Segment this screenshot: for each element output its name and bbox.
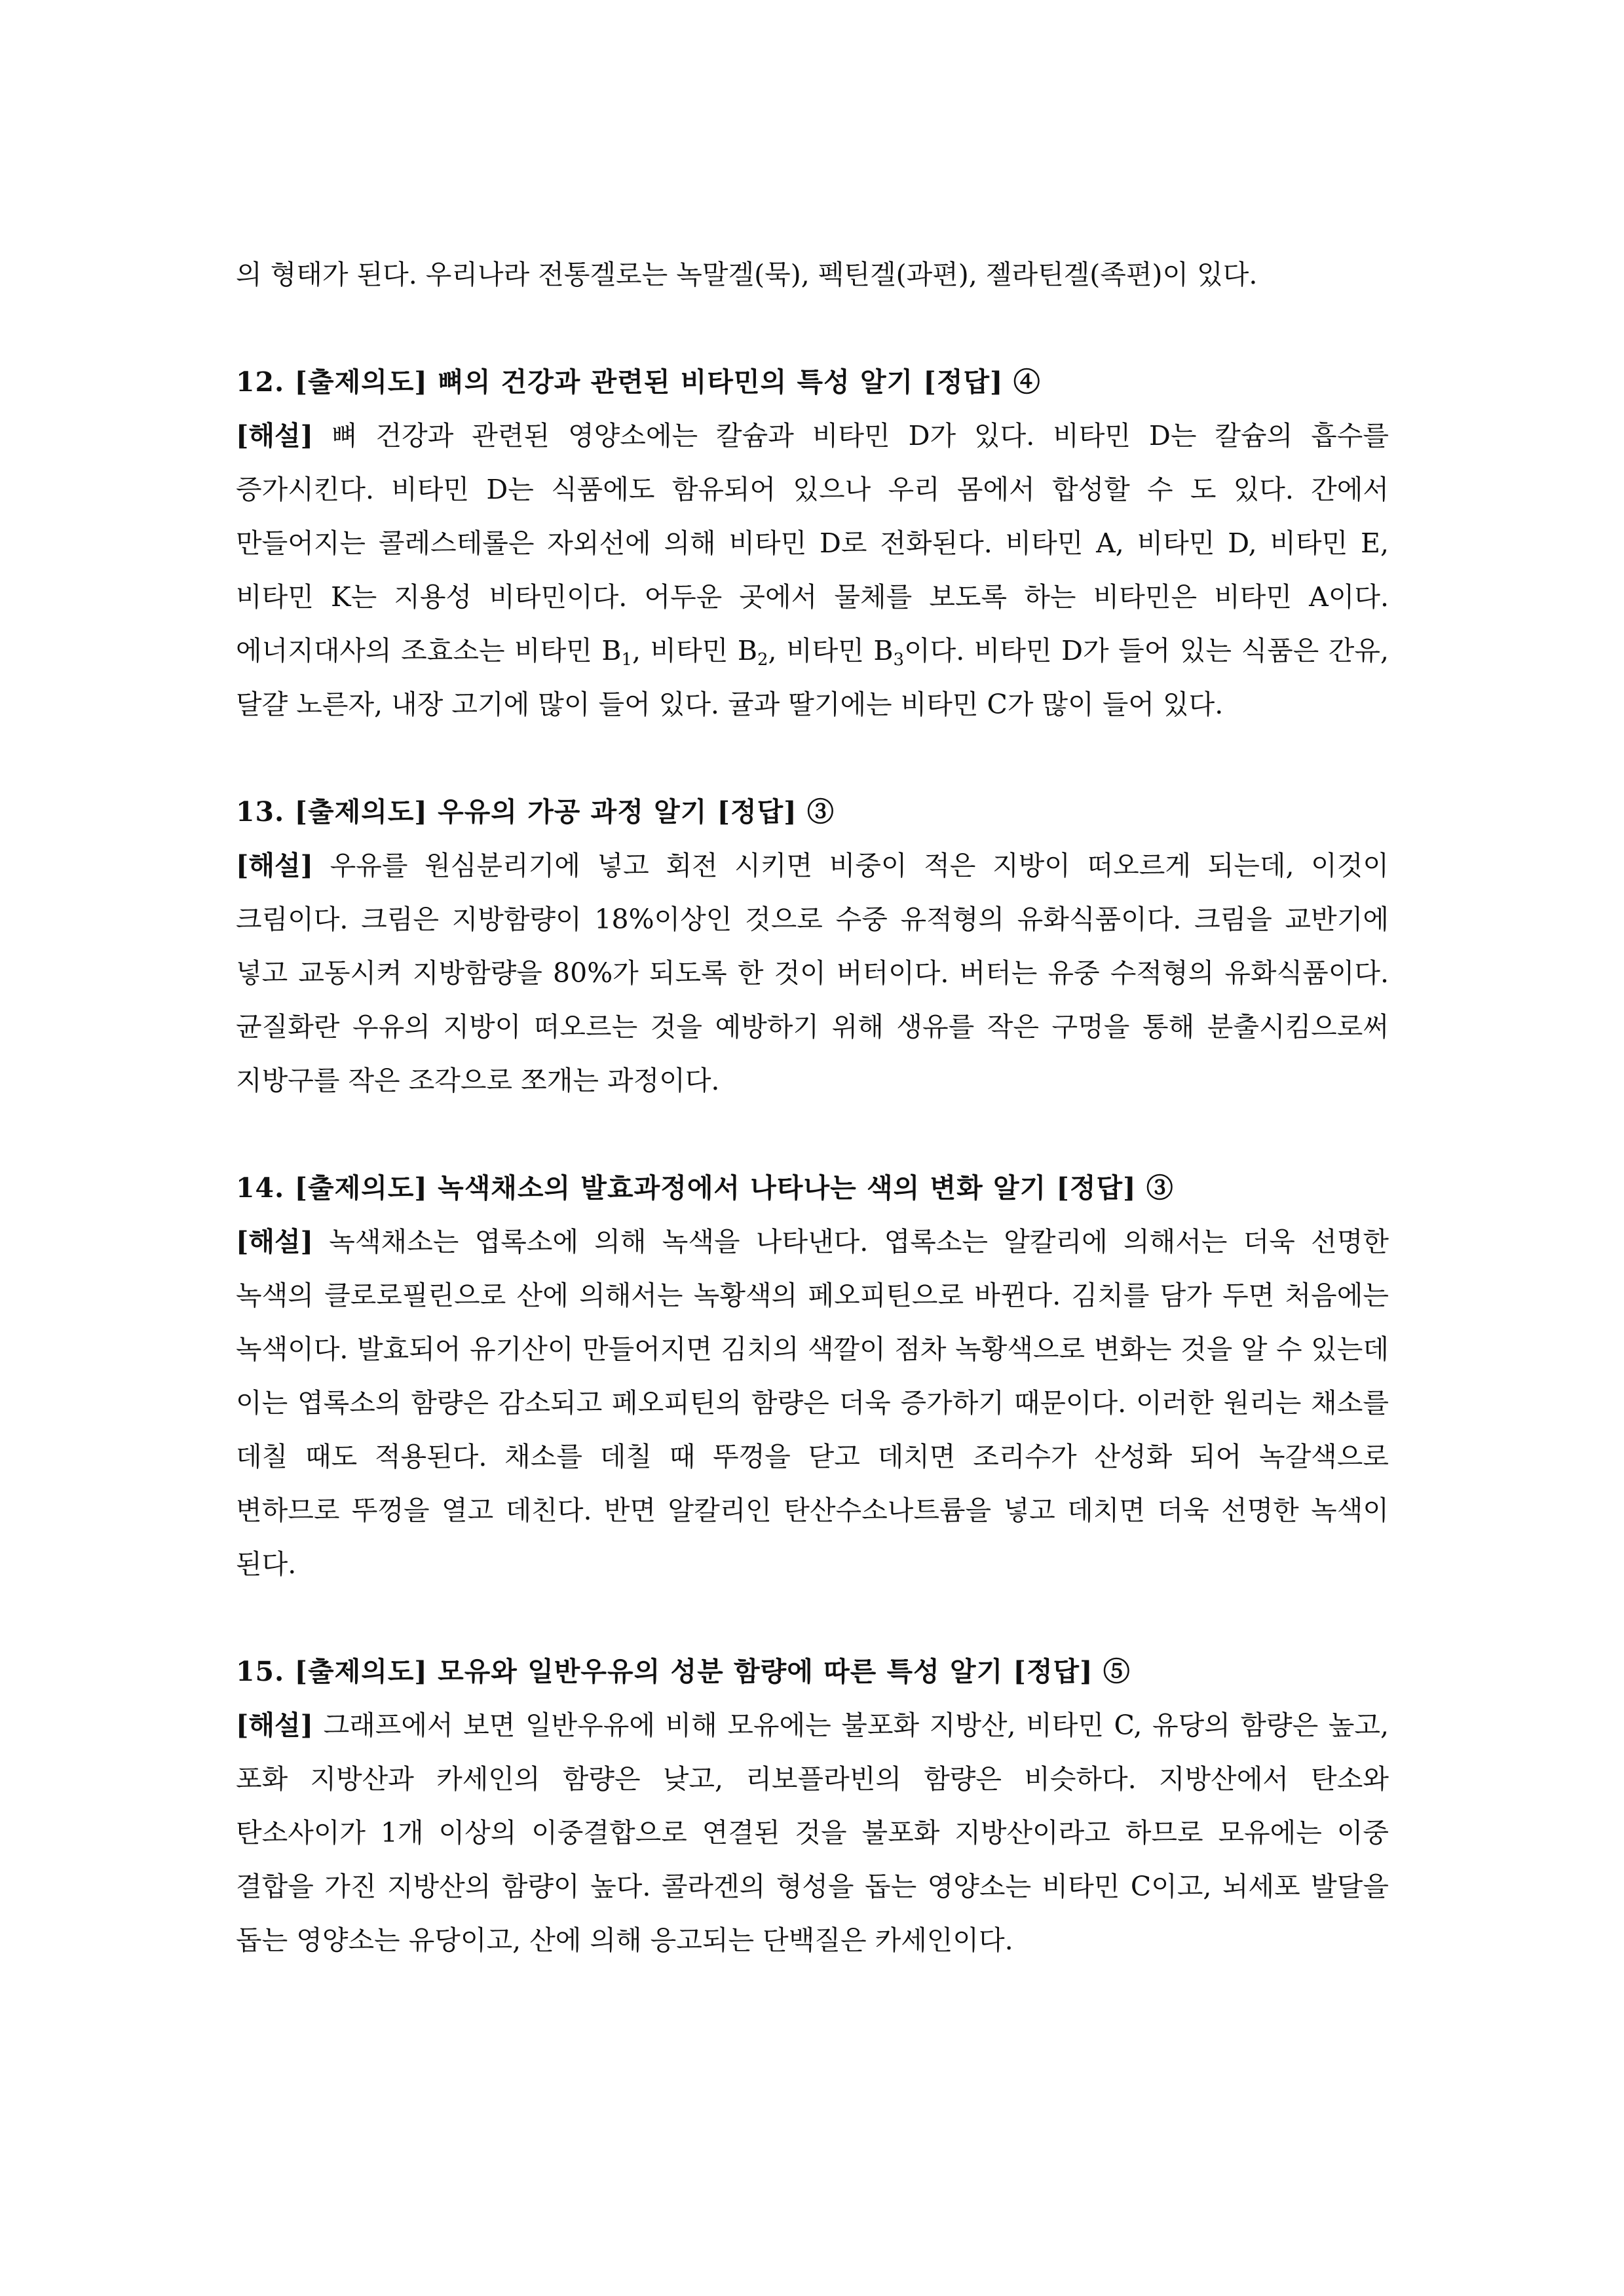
section-q14 (236, 1161, 1389, 1591)
q12-sub-2: 2 (757, 650, 768, 670)
q12-explanation-tag: [해설] (236, 420, 314, 451)
q15-explanation-tag: [해설] (236, 1710, 314, 1741)
q12-text-c: , 비타민 B (768, 635, 894, 666)
q12-text-d: 이다. 비타민 D가 들어 있는 식품은 간유, 달걀 노른자, 내장 고기에 많이 들어 있다. 귤과 딸기에는 비타민 C가 많이 들어 있다. (236, 635, 1389, 720)
q13-explanation (236, 839, 1389, 1107)
q13-explanation-tag: [해설] (236, 850, 314, 881)
q12-sub-3: 3 (893, 650, 905, 670)
q15-explanation (236, 1698, 1389, 1967)
q12-text-a: 뼈 건강과 관련된 영양소에는 칼슘과 비타민 D가 있다. 비타민 D는 칼슘의 흡수를 증가시킨다. 비타민 D는 식품에도 함유되어 있으나 우리 몸에서 합성할 수 도 있다. 간에서 만들어지는 콜레스테롤은 자외선에 의해 비타민 D로 전화된다. 비타민 A, 비타민 D, 비타민 E, 비타민 K는 지용성 비타민이다. 어두운 곳에서 물체를 보도록 하는 비타민은 비타민 A이다. 에너지대사의 조효소는 비타민 B (236, 420, 1389, 666)
intro-paragraph: 의 형태가 된다. 우리나라 전통겔로는 녹말겔(묵), 펙틴겔(과편), 젤라틴겔(족편)이 있다. (236, 259, 1258, 290)
q14-text: 녹색채소는 엽록소에 의해 녹색을 나타낸다. 엽록소는 알칼리에 의해서는 더욱 선명한 녹색의 클로로필린으로 산에 의해서는 녹황색의 페오피틴으로 바뀐다. 김치를 담가 두면 처음에는 녹색이다. 발효되어 유기산이 만들어지면 김치의 색깔이 점차 녹황색으로 변화는 것을 알 수 있는데 이는 엽록소의 함량은 감소되고 페오피틴의 함량은 더욱 증가하기 때문이다. 이러한 원리는 채소를 데칠 때도 적용된다. 채소를 데칠 때 뚜껑을 닫고 데치면 조리수가 산성화 되어 녹갈색으로 변하므로 뚜껑을 열고 데친다. 반면 알칼리인 탄산수소나트륨을 넣고 데치면 더욱 선명한 녹색이 된다. (236, 1226, 1389, 1580)
q13-heading: 13. [출제의도] 우유의 가공 과정 알기 [정답] ③ (236, 796, 835, 828)
section-q13 (236, 785, 1389, 1107)
q12-heading: 12. [출제의도] 뼈의 건강과 관련된 비타민의 특성 알기 [정답] ④ (236, 366, 1041, 398)
q13-text: 우유를 원심분리기에 넣고 회전 시키면 비중이 적은 지방이 떠오르게 되는데, 이것이 크림이다. 크림은 지방함량이 18%이상인 것으로 수중 유적형의 유화식품이다. 크림을 교반기에 넣고 교동시켜 지방함량을 80%가 되도록 한 것이 버터이다. 버터는 유중 수적형의 유화식품이다. 균질화란 우유의 지방이 떠오르는 것을 예방하기 위해 생유를 작은 구멍을 통해 분출시킴으로써 지방구를 작은 조각으로 쪼개는 과정이다. (236, 850, 1389, 1096)
document-page (236, 248, 1389, 1967)
section-q15 (236, 1645, 1389, 1967)
q14-explanation-tag: [해설] (236, 1226, 314, 1257)
q12-explanation (236, 409, 1389, 731)
q12-text-b: , 비타민 B (632, 635, 757, 666)
q14-explanation (236, 1215, 1389, 1591)
section-q12 (236, 355, 1389, 731)
q14-heading: 14. [출제의도] 녹색채소의 발효과정에서 나타나는 색의 변화 알기 [정답] ③ (236, 1172, 1174, 1204)
q12-sub-1: 1 (621, 650, 633, 670)
q15-text: 그래프에서 보면 일반우유에 비해 모유에는 불포화 지방산, 비타민 C, 유당의 함량은 높고, 포화 지방산과 카세인의 함량은 낮고, 리보플라빈의 함량은 비슷하다. 지방산에서 탄소와 탄소사이가 1개 이상의 이중결합으로 연결된 것을 불포화 지방산이라고 하므로 모유에는 이중 결합을 가진 지방산의 함량이 높다. 콜라겐의 형성을 돕는 영양소는 비타민 C이고, 뇌세포 발달을 돕는 영양소는 유당이고, 산에 의해 응고되는 단백질은 카세인이다. (236, 1710, 1389, 1956)
q15-heading: 15. [출제의도] 모유와 일반우유의 성분 함량에 따른 특성 알기 [정답] ⑤ (236, 1656, 1131, 1687)
